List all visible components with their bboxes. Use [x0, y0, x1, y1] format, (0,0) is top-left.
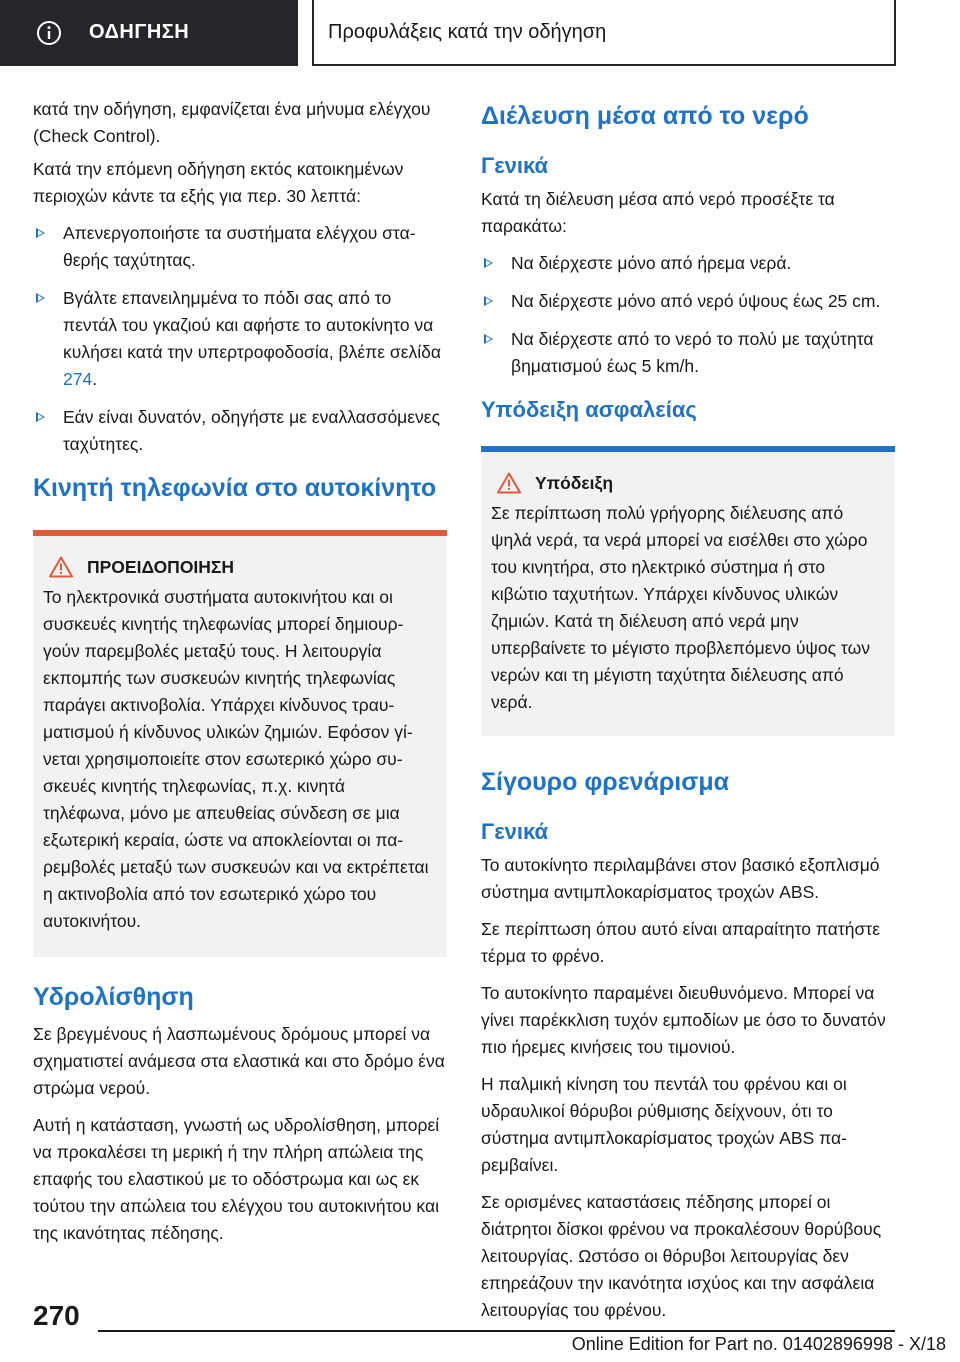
paragraph: κατά την οδήγηση, εμφανίζεται ένα μήνυμα ελέγχου (Check Control).	[33, 99, 431, 146]
section-heading: Σίγουρο φρενάρισμα	[481, 768, 730, 796]
warning-triangle-icon	[49, 556, 73, 578]
paragraph: Σε βρεγμένους ή λασπωμένους δρόμους μπορεί να σχηματιστεί ανάμεσα στα ελαστικά και στο δρόμο ένα στρώμα νερού.	[33, 1024, 445, 1098]
note-header	[491, 472, 877, 494]
triangle-bullet-icon	[36, 293, 45, 303]
paragraph: Το αυτοκίνητο παραμένει διευθυνόμενο. Μπορεί να γίνει παρέκκλιση τυχόν εμποδίων με όσο το δυνατόν πιο ήρεμες κινήσεις του τιμονιού.	[481, 983, 886, 1057]
subsection-heading: Γενικά	[481, 819, 549, 844]
note-text: Σε περίπτωση πολύ γρήγορης διέλευσης από ψηλά νερά, τα νερά μπορεί να εισέλθει στο χώρο του κινητήρα, στο ηλεκτρικό σύστημα ή στο κιβώτιο ταχυτήτων. Υπάρχει κίνδυνος υλικών ζημιών. Κατά τη διέλευση από νερά μην υπερβαίνετε το μέγιστο προβλεπόμενο ύψος των νερών και τη μέγιστη ταχύτητα διέλευσης από νερά.	[491, 503, 871, 712]
warning-box	[33, 530, 447, 957]
section-tab	[0, 0, 298, 66]
triangle-bullet-icon	[36, 412, 45, 422]
bullet-list	[481, 250, 895, 380]
triangle-bullet-icon	[484, 258, 493, 268]
info-icon	[36, 20, 62, 46]
paragraph: Σε ορισμένες καταστάσεις πέδησης μπορεί οι διάτρητοι δίσκοι φρένου να προκαλέσουν θορύβους λειτουργίας. Ωστόσο οι θόρυβοι λειτουργίας δεν επηρεάζουν την ικανότητα ισχύος και την ασφάλεια λειτουργίας του φρένου.	[481, 1192, 882, 1320]
paragraph: Η παλμική κίνηση του πεντάλ του φρένου και οι υδραυλικοί θόρυβοι ρύθμισης δείχνουν, ότι το σύστημα αντιμπλοκαρίσματος τροχών ABS παρεμβαίνει.	[481, 1074, 847, 1175]
footer-divider	[98, 1330, 895, 1332]
triangle-bullet-icon	[484, 334, 493, 344]
note-title: Υπόδειξη	[535, 472, 614, 493]
paragraph: Αυτή η κατάσταση, γνωστή ως υδρολίσθηση, μπορεί να προκαλέσει τη μερική ή την πλήρη απώλεια της επαφής του ελαστικού με το οδόστρωμα και ως εκ τούτου την απώλεια του ελέγχου του αυτοκινήτου και της ικανότητας πέδησης.	[33, 1115, 440, 1243]
page-header	[0, 0, 960, 66]
chapter-tab	[312, 0, 896, 66]
left-column	[33, 96, 447, 1257]
section-heading: Υδρολίσθηση	[33, 983, 194, 1011]
list-item: Να διέρχεστε μόνο από ήρεμα νερά.	[481, 250, 895, 277]
triangle-bullet-icon	[484, 296, 493, 306]
subsection-heading: Υπόδειξη ασφαλείας	[481, 397, 697, 422]
warning-title: ΠΡΟΕΙΔΟΠΟΙΗΣΗ	[87, 556, 235, 577]
page-number: 270	[33, 1300, 80, 1331]
chapter-title: Προφυλάξεις κατά την οδήγηση	[328, 21, 607, 43]
list-item: Απενεργοποιήστε τα συστήματα ελέγχου σταθερής ταχύτητας.	[33, 220, 447, 274]
paragraph: Το αυτοκίνητο περιλαμβάνει στον βασικό εξοπλισμό σύστημα αντιμπλοκαρίσματος τροχών ABS.	[481, 855, 880, 902]
section-heading: Διέλευση μέσα από το νερό	[481, 102, 809, 130]
section-heading: Κινητή τηλεφωνία στο αυτοκίνητο	[33, 474, 437, 502]
section-title: ΟΔΗΓΗΣΗ	[89, 21, 190, 43]
triangle-bullet-icon	[36, 228, 45, 238]
list-item: Βγάλτε επανειλημμένα το πόδι σας από το πεντάλ του γκαζιού και αφήστε το αυτοκίνητο να κυλήσει κατά την υπερτροφοδοσία, βλέπε σελίδα 274.	[33, 285, 447, 393]
edition-note: Online Edition for Part no. 01402896998 - X/18	[571, 1334, 946, 1354]
paragraph: Κατά την επόμενη οδήγηση εκτός κατοικημένων περιοχών κάντε τα εξής για περ. 30 λεπτά:	[33, 159, 404, 206]
bullet-list	[33, 220, 447, 458]
list-item: Εάν είναι δυνατόν, οδηγήστε με εναλλασσόμενες ταχύτητες.	[33, 404, 447, 458]
subsection-heading: Γενικά	[481, 153, 549, 178]
warning-header	[43, 556, 429, 578]
paragraph: Σε περίπτωση όπου αυτό είναι απαραίτητο πατήστε τέρμα το φρένο.	[481, 919, 881, 966]
note-box	[481, 446, 895, 736]
list-item: Να διέρχεστε μόνο από νερό ύψους έως 25 cm.	[481, 288, 895, 315]
page-reference-link[interactable]: 274	[63, 369, 93, 389]
paragraph: Κατά τη διέλευση μέσα από νερό προσέξτε τα παρακάτω:	[481, 189, 835, 236]
right-column	[481, 100, 895, 1334]
warning-triangle-icon	[497, 472, 521, 494]
list-item: Να διέρχεστε από το νερό το πολύ με ταχύτητα βηματισμού έως 5 km/h.	[481, 326, 895, 380]
warning-text: Το ηλεκτρονικά συστήματα αυτοκινήτου και οι συσκευές κινητής τηλεφωνίας μπορεί δημιουργούν παρεμβολές μεταξύ τους. Η λειτουργία εκπομπής των συσκευών κινητής τηλεφωνίας παράγει ακτινοβολία. Υπάρχει κίνδυνος τραυματισμού ή κίνδυνος υλικών ζημιών. Εφόσον γίνεται χρησιμοποιείτε στον εσωτερικό χώρο συσκευές κινητής τηλεφωνίας, π.χ. κινητά τηλέφωνα, μόνο με απευθείας σύνδεση σε μια εξωτερική κεραία, ώστε να αποκλείονται οι παρεμβολές μεταξύ των συσκευών και να εκτρέπεται η ακτινοβολία από τον εσωτερικό χώρο του αυτοκινήτου.	[43, 587, 429, 931]
